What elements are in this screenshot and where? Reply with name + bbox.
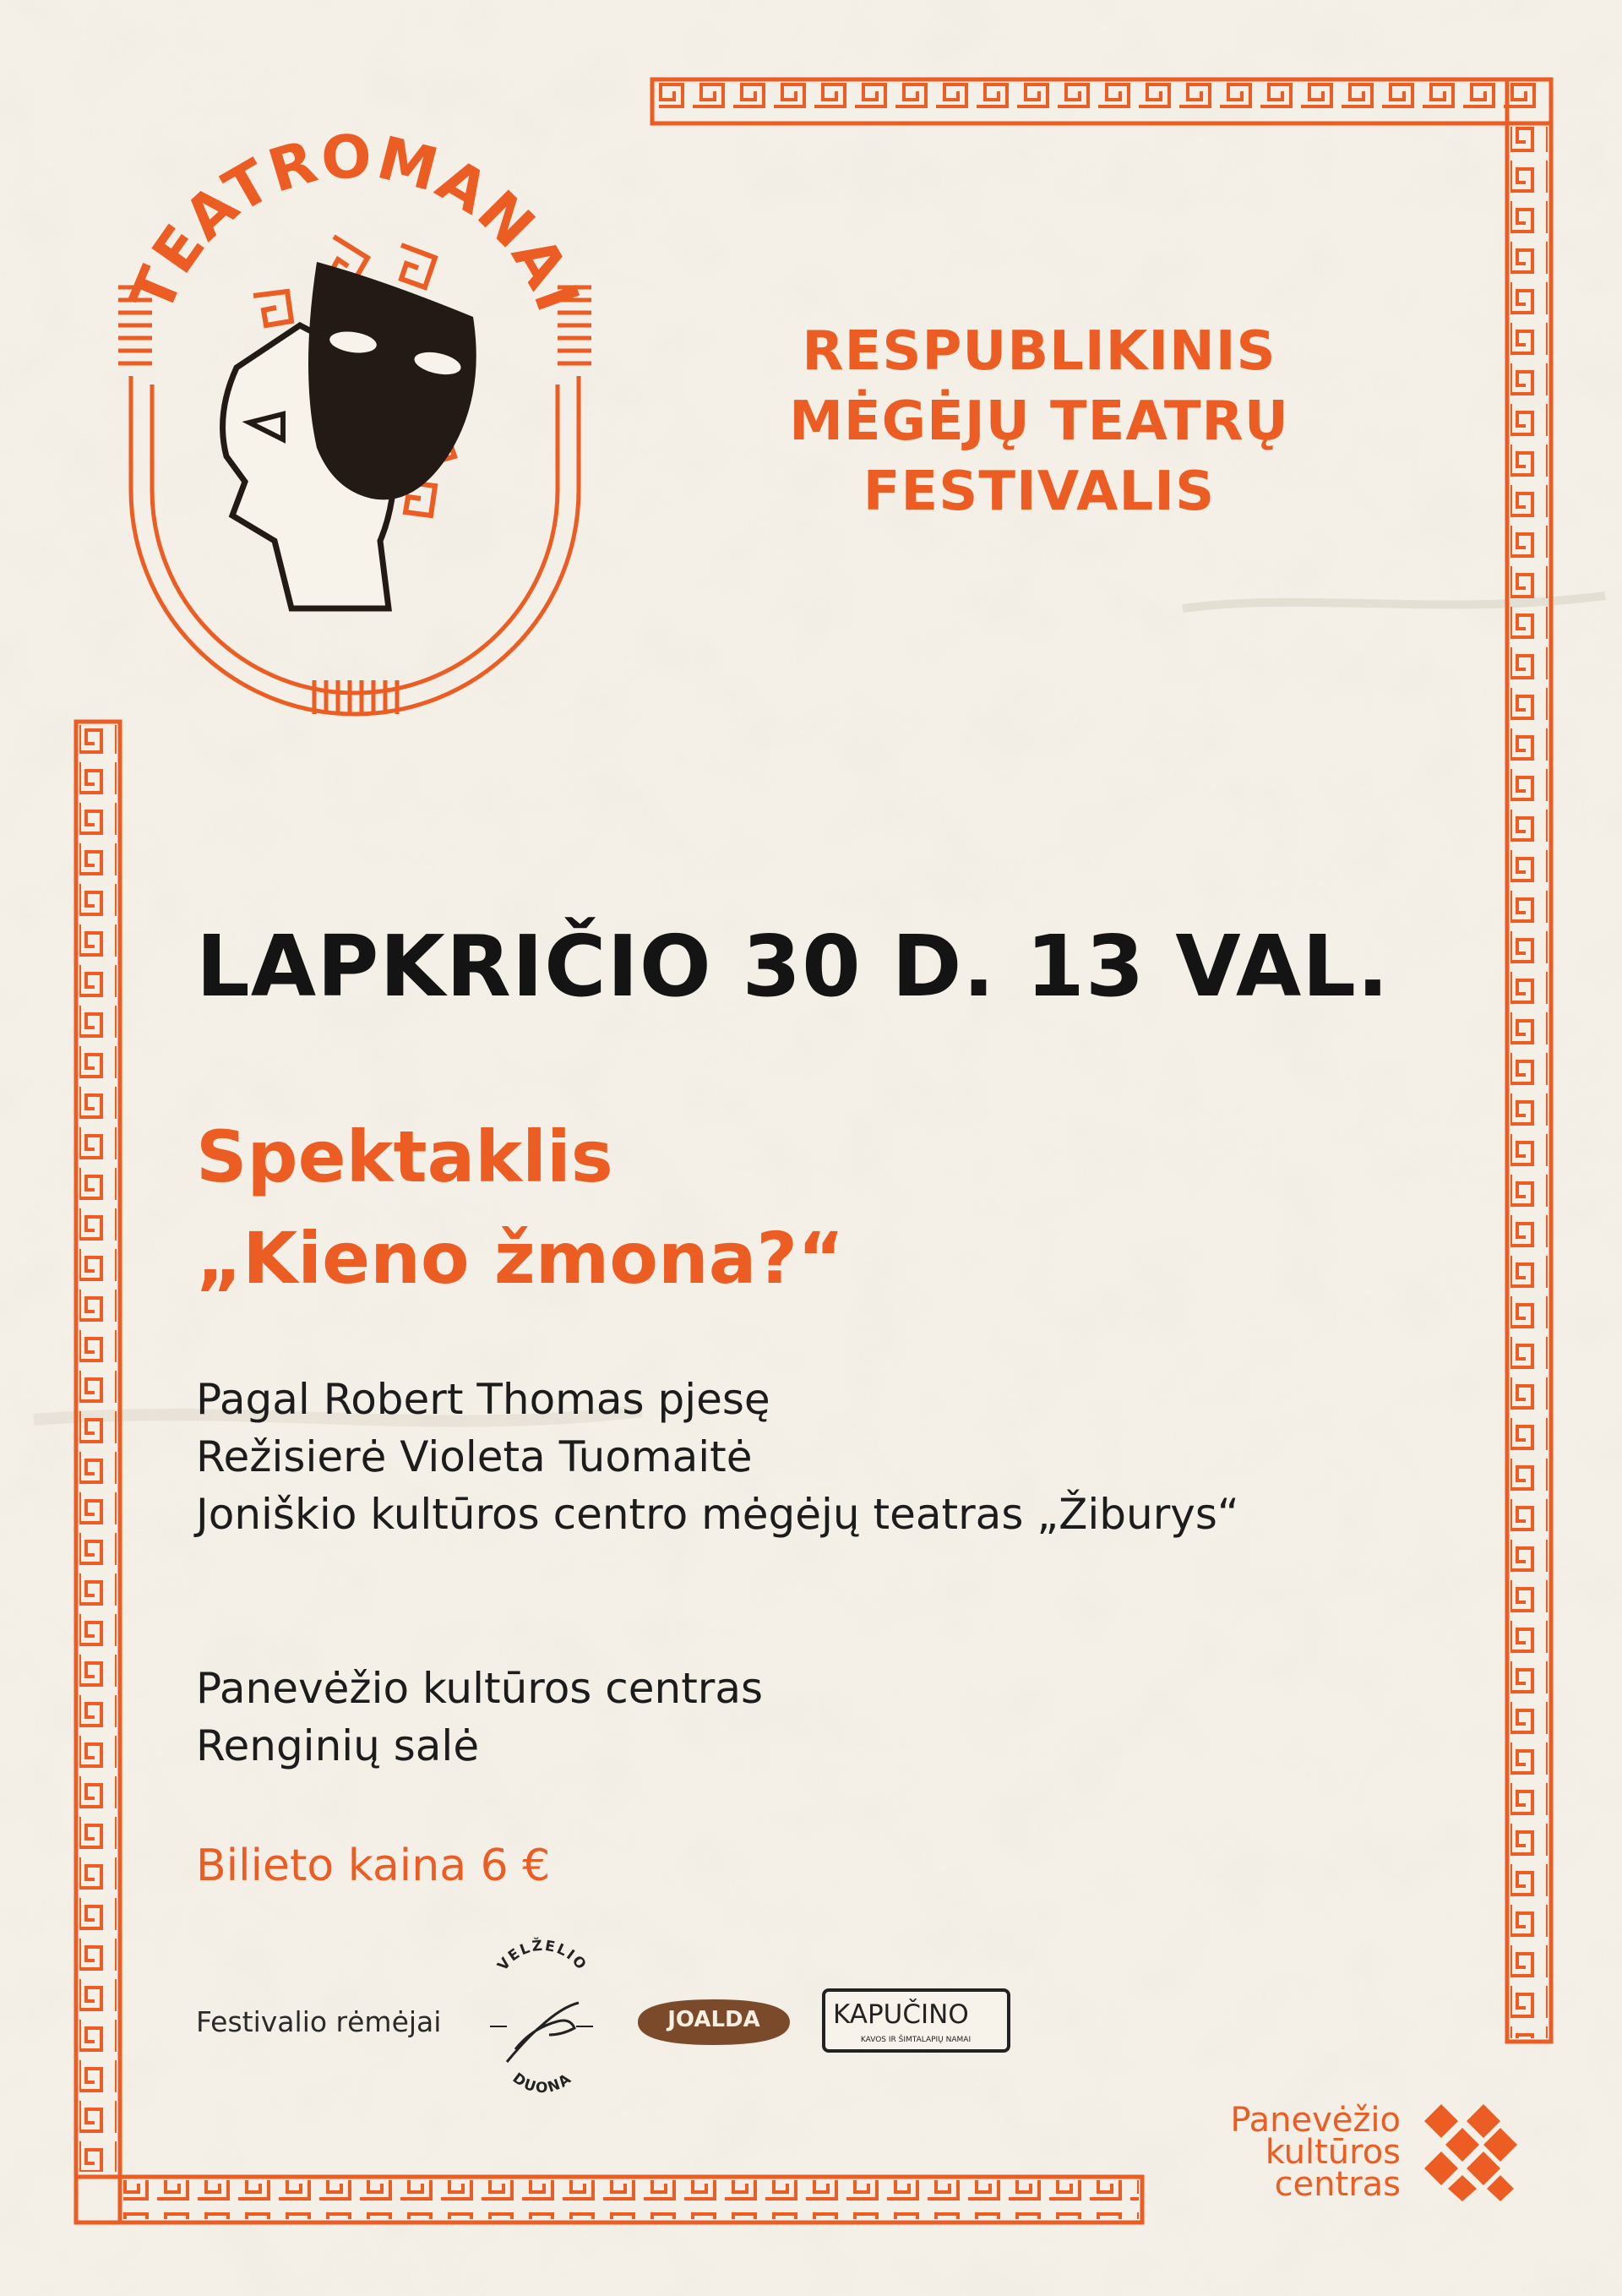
- venue: [196, 1660, 763, 1775]
- sponsors-label: Festivalio rėmėjai: [196, 2005, 442, 2038]
- venue-line: Panevėžio kultūros centras: [196, 1664, 764, 1713]
- svg-text:VELŽELIO: [494, 1936, 590, 1975]
- logo-arc-text: TEATROMANAI: [117, 122, 594, 322]
- festival-title-line2: MĖGĖJŲ TEATRŲ: [789, 390, 1289, 453]
- organizer-name: [1173, 2101, 1401, 2204]
- sponsor-logo-velzelio-duona: [482, 1935, 600, 2113]
- kapucino-text: KAPUČINO: [833, 1999, 969, 2030]
- velzelio-bottom-text: DUONA: [509, 2070, 576, 2097]
- credit-line: Režisierė Violeta Tuomaitė: [196, 1432, 753, 1481]
- festival-title-line1: RESPUBLIKINIS: [802, 320, 1276, 383]
- sponsor-logo-joalda: [629, 1993, 798, 2052]
- venue-line: Renginių salė: [196, 1721, 480, 1770]
- credit-line: Joniškio kultūros centro mėgėjų teatras „Žiburys“: [196, 1490, 1239, 1539]
- festival-title: [718, 317, 1360, 527]
- velzelio-top-text: VELŽELIO: [494, 1937, 591, 1975]
- organizer-line2: kultūros: [1265, 2133, 1401, 2172]
- show-label: Spektaklis: [196, 1115, 613, 1198]
- festival-title-line3: FESTIVALIS: [863, 461, 1216, 523]
- event-date-time: LAPKRIČIO 30 D. 13 VAL.: [196, 917, 1390, 1016]
- credit-line: Pagal Robert Thomas pjesę: [196, 1375, 770, 1424]
- sponsor-logo-kapucino: [821, 1988, 1011, 2053]
- joalda-text: JOALDA: [667, 2007, 760, 2032]
- festival-logo: [101, 93, 608, 718]
- ticket-price: Bilieto kaina 6 €: [196, 1841, 551, 1891]
- kapucino-subtext: KAVOS IR ŠIMTALAPIŲ NAMAI: [860, 2036, 972, 2044]
- organizer-logo-mark: [1424, 2104, 1517, 2201]
- svg-text:DUONA: [509, 2070, 575, 2097]
- organizer-line1: Panevėžio: [1230, 2101, 1401, 2140]
- show-title: „Kieno žmona?“: [196, 1217, 845, 1300]
- show-credits: [196, 1371, 1239, 1543]
- organizer-line3: centras: [1274, 2165, 1401, 2204]
